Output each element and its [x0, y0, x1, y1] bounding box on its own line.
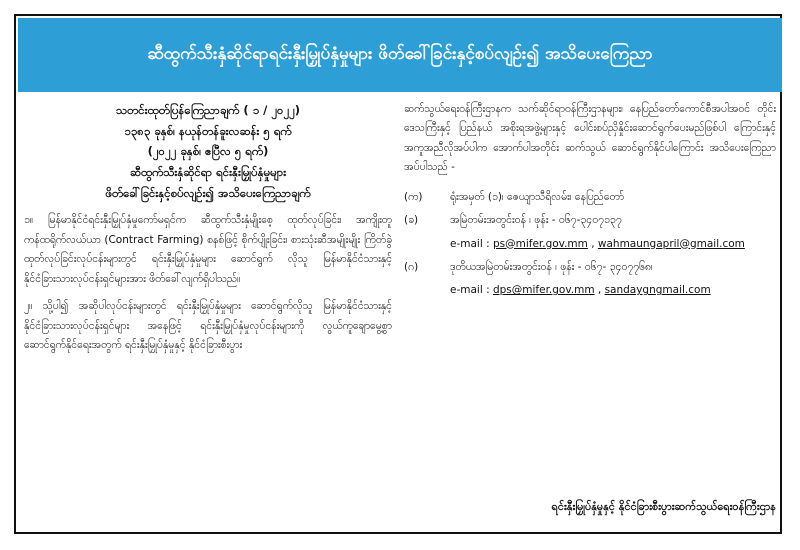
- contact-text: ရုံးအမှတ် (၁)၊ ဇေယျာသီရိလမ်း၊ နေပြည်တော်: [450, 190, 625, 203]
- banner-title: ဆီထွက်သီးနှံဆိုင်ရာရင်းနှီးမြှုပ်နှံမှုများ ဖိတ်ခေါ်ခြင်းနှင့်စပ်လျဉ်း၍ အသိပေးကြေညာ: [147, 43, 653, 64]
- paragraph-2: [24, 297, 392, 355]
- contact-label: (ဂ): [404, 260, 419, 273]
- notice-banner: [18, 18, 782, 92]
- heading-line-1: သတင်းထုတ်ပြန်ကြေညာချက် ( ၁ / ၂၀၂၂): [115, 103, 301, 117]
- email-prefix: e-mail :: [450, 237, 493, 250]
- contact-item-permanent-secretary: [404, 211, 776, 230]
- announcement-heading: [24, 100, 392, 203]
- contact-item-deputy-secretary: [404, 258, 776, 277]
- contact-text: အမြဲတမ်းအတွင်းဝန် ၊ ဖုန်း - ၀၆၇-၃၄၀၇၁၃၇: [450, 214, 622, 227]
- heading-line-4: ဆီထွက်သီးနှံဆိုင်ရာ ရင်းနှီးမြှုပ်နှံမှုများ: [129, 165, 287, 180]
- contact-list: [404, 188, 776, 301]
- email-separator: ,: [594, 284, 605, 297]
- contact-text: ဒုတိယအမြဲတမ်းအတွင်းဝန် ၊ ဖုန်း - ၀၆၇- ၃၄၀၇၇၆၈၊: [450, 260, 653, 273]
- contact-label: (ခ): [404, 214, 419, 227]
- email-link-sandaygn[interactable]: sandaygngmail.com: [604, 284, 711, 297]
- paragraph-1-text: မြန်မာနိုင်ငံရင်းနှီးမြှုပ်နှံမှုကော်မရှင်က ဆီထွက်သီးနှံမျိုးစေ့ ထုတ်လုပ်ခြင်း၊ အကျိုးတူ ကန်ထရိုက်လယ်ယာ (Contract Farming) စနစ်ဖြင့် စိုက်ပျိုးခြင်း၊ စားသုံးဆီအမျိုးမျိုး ကြိတ်ခွဲ ထုတ်လုပ်ခြင်းလုပ်ငန်းများတွင် ရင်းနှီးမြှုပ်နှံမှုများ ဆောင်ရွက် လိုသူ မြန်မာနိုင်ငံသားနှင့် နိုင်ငံခြားသားလုပ်ငန်းရှင်များအား ဖိတ်ခေါ်လျက်ရှိပါသည်။: [24, 214, 392, 285]
- issuing-ministry: ရင်းနှီးမြှုပ်နှံမှုနှင့် နိုင်ငံခြားစီးပွားဆက်သွယ်ရေးဝန်ကြီးဌာန: [551, 500, 776, 513]
- email-line-2: [404, 281, 776, 300]
- email-link-ps[interactable]: ps@mifer.gov.mm: [492, 237, 588, 250]
- heading-line-3: (၂၀၂၂ ခုနှစ်၊ ဧပြီလ ၅ ရက်): [147, 144, 269, 159]
- email-prefix: e-mail :: [450, 284, 493, 297]
- paragraph-2-text: သို့ပါ၍ အဆိုပါလုပ်ငန်းများတွင် ရင်းနှီးမြှုပ်နှံမှုများ ဆောင်ရွက်လိုသူ မြန်မာနိုင်ငံသားနှင့် နိုင်ငံခြားသားလုပ်ငန်းရှင်များ အနေဖြင့် ရင်းနှီးမြှုပ်နှံမှုလုပ်ငန်းများကို လွယ်ကူချောမွေ့စွာ ဆောင်ရွက်နိုင်ရေးအတွက် ရင်းနှီးမြှုပ်နှံမှုနှင့် နိုင်ငံခြားစီးပွား: [24, 300, 392, 351]
- paragraph-2-number: ၂။: [24, 300, 33, 313]
- contact-item-address: [404, 188, 776, 207]
- heading-line-2: ၁၃၈၃ ခုနှစ်၊ နယုန်တန်ခူးလဆန်း ၅ ရက်: [124, 123, 292, 138]
- contact-intro: ဆက်သွယ်ရေးဝန်ကြီးဌာနက သက်ဆိုင်ရာဝန်ကြီးဌာနများ၊ နေပြည်တော်ကောင်စီအပါအဝင် တိုင်းဒေသကြီးနှင့် ပြည်နယ် အစိုးရအဖွဲ့များနှင့် ပေါင်းစပ်ညှိနှိုင်းဆောင်ရွက်ပေးမည်ဖြစ်ပါ ကြောင်းနှင့် အကူအညီလိုအပ်ပါက အောက်ပါအတိုင်း ဆက်သွယ် ဆောင်ရွက်နိုင်ပါကြောင်း အသိပေးကြေညာအပ်ပါသည် -: [404, 103, 776, 174]
- email-line-1: [404, 235, 776, 254]
- email-link-dps[interactable]: dps@mifer.gov.mm: [492, 284, 595, 297]
- email-separator: ,: [587, 237, 598, 250]
- right-column: [404, 100, 776, 528]
- left-column: [24, 100, 392, 528]
- paragraph-1: [24, 211, 392, 289]
- heading-line-5: ဖိတ်ခေါ်ခြင်းနှင့်စပ်လျဉ်း၍ အသိပေးကြေညာချက်: [105, 185, 311, 200]
- email-link-wahmaungapril[interactable]: wahmaungapril@gmail.com: [597, 237, 745, 250]
- contact-label: (က): [404, 190, 423, 203]
- paragraph-1-number: ၁။: [24, 214, 34, 227]
